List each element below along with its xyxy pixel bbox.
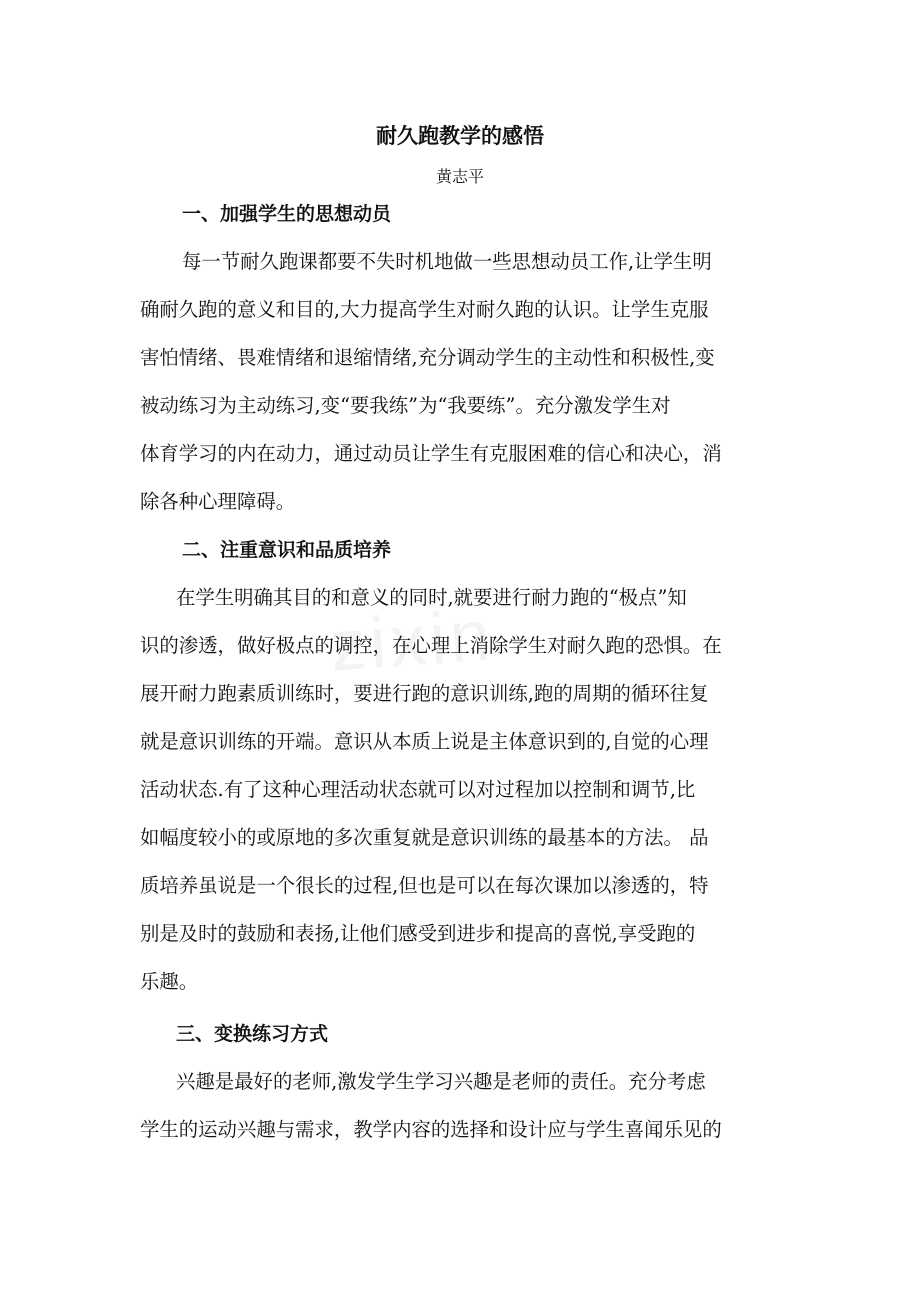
section-2-line: 在学生明确其目的和意义的同时,就要进行耐力跑的“极点”知 [176, 586, 687, 609]
section-1-line: 除各种心理障碍。 [140, 490, 296, 513]
section-3-line: 学生的运动兴趣与需求，教学内容的选择和设计应与学生喜闻乐见的 [140, 1118, 722, 1141]
section-2-line: 活动状态.有了这种心理活动状态就可以对过程加以控制和调节,比 [140, 778, 696, 801]
section-2-line: 乐趣。 [140, 970, 199, 993]
section-1-line: 害怕情绪、畏难情绪和退缩情绪,充分调动学生的主动性和积极性,变 [140, 346, 715, 369]
section-2-line: 如幅度较小的或原地的多次重复就是意识训练的最基本的方法。 品 [140, 826, 709, 849]
section-1-line: 体育学习的内在动力，通过动员让学生有克服困难的信心和决心，消 [140, 442, 722, 465]
watermark: zixin [327, 595, 497, 687]
section-3-heading: 三、变换练习方式 [176, 1023, 329, 1045]
section-2-heading: 二、注重意识和品质培养 [182, 539, 392, 561]
section-2-line: 质培养虽说是一个很长的过程,但也是可以在每次课加以渗透的，特 [140, 874, 709, 897]
section-2-line: 别是及时的鼓励和表扬,让他们感受到进步和提高的喜悦,享受跑的 [140, 922, 696, 945]
section-3-line: 兴趣是最好的老师,激发学生学习兴趣是老师的责任。充分考虑 [176, 1070, 706, 1093]
section-2-line: 就是意识训练的开端。意识从本质上说是主体意识到的,自觉的心理 [140, 730, 709, 753]
section-1-heading: 一、加强学生的思想动员 [182, 203, 392, 225]
section-1-line: 确耐久跑的意义和目的,大力提高学生对耐久跑的认识。让学生克服 [140, 298, 709, 321]
document-title: 耐久跑教学的感悟 [376, 123, 544, 148]
section-2-line: 展开耐力跑素质训练时，要进行跑的意识训练,跑的周期的循环往复 [140, 682, 709, 705]
document-author: 黄志平 [435, 167, 484, 186]
section-1-line: 每一节耐久跑课都要不失时机地做一些思想动员工作,让学生明 [182, 250, 712, 273]
section-2-line: 识的渗透，做好极点的调控，在心理上消除学生对耐久跑的恐惧。在 [140, 634, 722, 657]
section-1-line: 被动练习为主动练习,变“要我练”为“我要练”。充分激发学生对 [140, 394, 671, 417]
